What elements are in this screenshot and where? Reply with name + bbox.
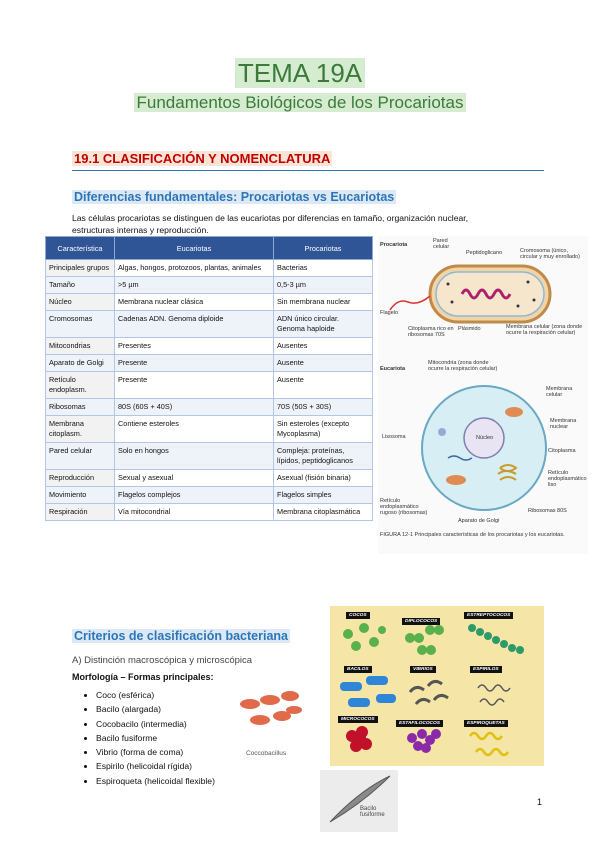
table-row xyxy=(46,338,373,355)
table-cell: Retículo endoplasm. xyxy=(46,372,115,399)
table-row xyxy=(46,294,373,311)
fusiform-caption: Bacilo fusiforme xyxy=(360,806,385,818)
label-plasmido: Plásmido xyxy=(458,326,481,332)
page-number: 1 xyxy=(537,797,543,807)
criteria-heading xyxy=(72,627,290,645)
col-header: Procariotas xyxy=(274,237,373,260)
label-cromosoma: Cromosoma (único, circular y muy enrollado) xyxy=(520,248,580,260)
subsection-heading xyxy=(72,188,396,206)
table-cell: Solo en hongos xyxy=(115,443,274,470)
label-eucariota: Eucariota xyxy=(380,366,406,372)
label-vibrios: VIBRIOS xyxy=(410,666,436,673)
label-micrococos: MICROCOCOS xyxy=(338,716,378,723)
table-cell: Ribosomas xyxy=(46,399,115,416)
list-item: • Espirilo (helicoidal rígida) xyxy=(96,759,215,773)
table-row xyxy=(46,260,373,277)
table-cell: Membrana citoplasm. xyxy=(46,416,115,443)
label-diplococos: DIPLOCOCOS xyxy=(402,618,440,625)
morphology-label: Morfología – Formas principales: xyxy=(72,672,214,682)
col-header: Característica xyxy=(46,237,115,260)
section-heading-text: 19.1 CLASIFICACIÓN Y NOMENCLATURA xyxy=(74,151,331,166)
page-title xyxy=(0,58,600,89)
page-subtitle-text: Fundamentos Biológicos de los Procariotas xyxy=(134,93,467,112)
table-cell: Pared celular xyxy=(46,443,115,470)
table-row xyxy=(46,311,373,338)
label-membrana-nuclear: Membrana nuclear xyxy=(550,418,577,430)
table-row xyxy=(46,470,373,487)
table-cell: Bacterias xyxy=(274,260,373,277)
table-cell: Aparato de Golgi xyxy=(46,355,115,372)
label-golgi: Aparato de Golgi xyxy=(458,518,500,524)
list-item: • Espiroqueta (helicoidal flexible) xyxy=(96,774,215,788)
table-cell: Algas, hongos, protozoos, plantas, animales xyxy=(115,260,274,277)
table-row xyxy=(46,416,373,443)
list-item: • Bacilo (alargada) xyxy=(96,702,215,716)
label-pared: Pared celular xyxy=(433,238,450,250)
table-row xyxy=(46,372,373,399)
table-cell: Vía mitocondrial xyxy=(115,504,274,521)
label-procariota: Procariota xyxy=(380,242,408,248)
subsection-heading-text: Diferencias fundamentales: Procariotas vs Eucariotas xyxy=(74,190,395,204)
label-mitocondria: Mitocondria (zona donde ocurre la respiración celular) xyxy=(428,360,498,372)
label-reticulo-liso: Retículo endoplasmático liso xyxy=(548,470,587,488)
coccobacillus-caption: Coccobacillus xyxy=(246,750,287,757)
table-cell: Sin esteroles (excepto Mycoplasma) xyxy=(274,416,373,443)
table-cell: Presente xyxy=(115,355,274,372)
page-title-text: TEMA 19A xyxy=(235,58,365,88)
table-cell: Flagelos simples xyxy=(274,487,373,504)
table-cell: Membrana nuclear clásica xyxy=(115,294,274,311)
table-row xyxy=(46,487,373,504)
list-item: • Cocobacilo (intermedia) xyxy=(96,717,215,731)
table-row xyxy=(46,355,373,372)
page-subtitle xyxy=(0,93,600,113)
table-row xyxy=(46,399,373,416)
criteria-heading-text: Criterios de clasificación bacteriana xyxy=(74,629,288,643)
morphology-list xyxy=(84,688,215,788)
list-item: • Bacilo fusiforme xyxy=(96,731,215,745)
figure-caption: FIGURA 12-1 Principales características de los procariotas y los eucariotas. xyxy=(380,532,565,538)
table-cell: Presente xyxy=(115,372,274,399)
table-row xyxy=(46,277,373,294)
table-cell: Cromosomas xyxy=(46,311,115,338)
col-header: Eucariotas xyxy=(115,237,274,260)
table-cell: Principales grupos xyxy=(46,260,115,277)
cell-comparison-figure xyxy=(378,236,588,554)
label-reticulo-rugoso: Retículo endoplasmático rugoso (ribosomas) xyxy=(380,498,428,516)
table-cell: Presentes xyxy=(115,338,274,355)
label-citoplasma-e: Citoplasma xyxy=(548,448,576,454)
table-cell: 80S (60S + 40S) xyxy=(115,399,274,416)
bacteria-shapes-panel xyxy=(330,606,544,766)
label-estreptococos: ESTREPTOCOCOS xyxy=(464,612,513,619)
table-cell: Membrana citoplasmática xyxy=(274,504,373,521)
criteria-subheading: A) Distinción macroscópica y microscópica xyxy=(72,655,253,666)
label-citoplasma: Citoplasma rico en ribosomas 70S xyxy=(408,326,454,338)
label-ribosomas80: Ribosomas 80S xyxy=(528,508,567,514)
label-flagelo: Flagelo xyxy=(380,310,399,316)
table-header-row xyxy=(46,237,373,260)
section-heading xyxy=(72,150,544,171)
label-nucleo: Núcleo xyxy=(476,435,494,441)
table-cell: Reproducción xyxy=(46,470,115,487)
table-cell: Tamaño xyxy=(46,277,115,294)
list-item: • Vibrio (forma de coma) xyxy=(96,745,215,759)
table-cell: Flagelos complejos xyxy=(115,487,274,504)
table-cell: 0,5-3 µm xyxy=(274,277,373,294)
table-cell: Movimiento xyxy=(46,487,115,504)
label-espiroquetas: ESPIROQUETAS xyxy=(464,720,508,727)
label-bacilos: BACILOS xyxy=(344,666,372,673)
table-cell: Mitocondrias xyxy=(46,338,115,355)
list-item: • Coco (esférica) xyxy=(96,688,215,702)
label-membrana-celular: Membrana celular xyxy=(546,386,573,398)
label-membrana-pro: Membrana celular (zona donde ocurre la respiración celular) xyxy=(506,324,583,336)
table-cell: Respiración xyxy=(46,504,115,521)
table-cell: Asexual (fisión binaria) xyxy=(274,470,373,487)
comparison-table xyxy=(45,236,373,521)
flagellum-icon xyxy=(390,296,430,310)
fusiform-bacillus-image xyxy=(320,770,398,832)
table-cell: Ausentes xyxy=(274,338,373,355)
table-row xyxy=(46,443,373,470)
intro-paragraph: Las células procariotas se distinguen de las eucariotas por diferencias en tamaño, organización nuclear, estructuras internas y reproducción. xyxy=(72,213,469,235)
table-cell: ADN único circular. Genoma haploide xyxy=(274,311,373,338)
table-cell: >5 µm xyxy=(115,277,274,294)
label-peptidoglicano: Peptidoglicano xyxy=(466,250,503,256)
label-lisosoma: Lisosoma xyxy=(382,434,406,440)
label-espirilos: ESPIRILOS xyxy=(470,666,502,673)
label-estafilococos: ESTAFILOCOCOS xyxy=(396,720,443,727)
table-cell: Núcleo xyxy=(46,294,115,311)
table-cell: Ausente xyxy=(274,372,373,399)
table-cell: 70S (50S + 30S) xyxy=(274,399,373,416)
table-cell: Cadenas ADN. Genoma diploide xyxy=(115,311,274,338)
bacteria-shapes-illustration xyxy=(330,606,544,766)
table-cell: Sexual y asexual xyxy=(115,470,274,487)
label-cocos: COCOS xyxy=(346,612,370,619)
table-cell: Sin membrana nuclear xyxy=(274,294,373,311)
table-cell: Ausente xyxy=(274,355,373,372)
table-cell: Compleja: proteínas, lípidos, peptidoglicanos xyxy=(274,443,373,470)
table-cell: Contiene esteroles xyxy=(115,416,274,443)
table-row xyxy=(46,504,373,521)
coccobacillus-image xyxy=(238,684,304,757)
